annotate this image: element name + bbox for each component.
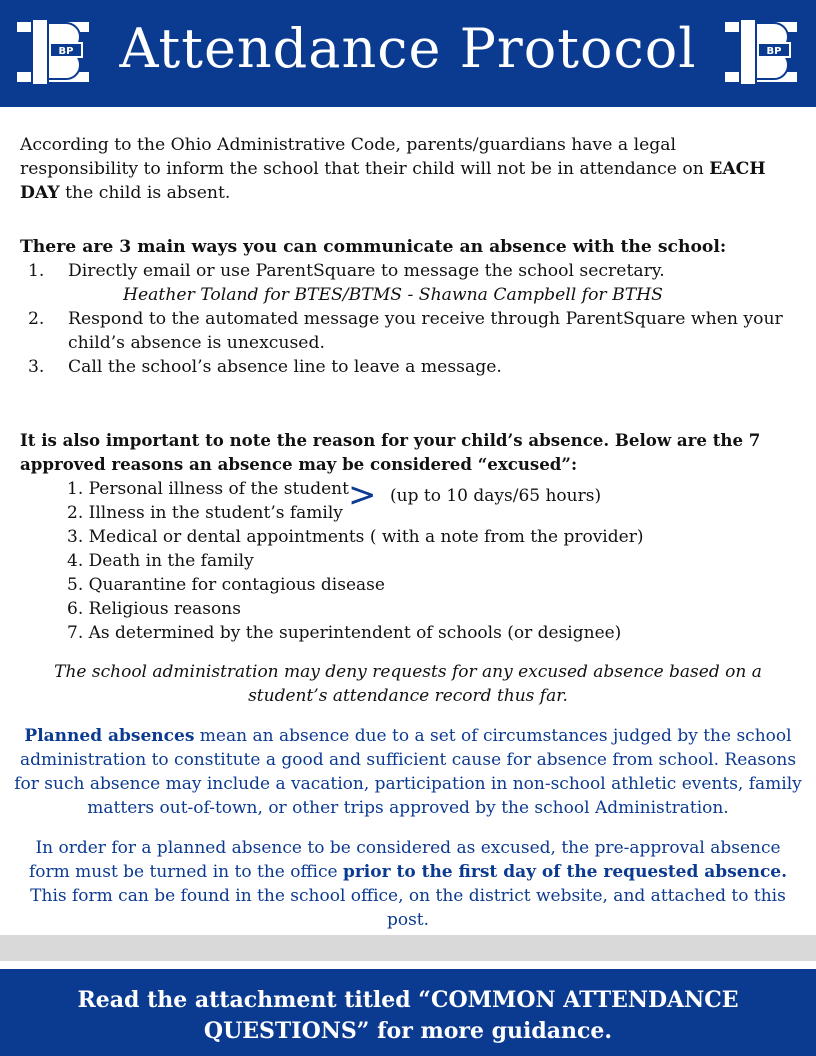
footer-text: Read the attachment titled “COMMON ATTENDANCE QUESTIONS” for more guidance. bbox=[77, 987, 739, 1044]
secretary-names: Heather Toland for BTES/BTMS - Shawna Campbell for BTHS bbox=[123, 285, 663, 305]
illness-limit-note: (up to 10 days/65 hours) bbox=[390, 486, 602, 506]
reasons-heading: It is also important to note the reason for your child’s absence. Below are the 7 approved reasons an absence may be considered “excused”: bbox=[20, 430, 761, 474]
list-item: 4. Death in the family bbox=[67, 551, 254, 571]
ways-heading: There are 3 main ways you can communicate an absence with the school: bbox=[20, 237, 727, 257]
preapproval-paragraph: In order for a planned absence to be considered as excused, the pre-approval absence form must be turned in to the office prior to the first day of the requested absence. This form can be found in the school office, on the district website, and attached to this post. bbox=[28, 838, 788, 930]
list-item: 5. Quarantine for contagious disease bbox=[67, 575, 385, 595]
intro-paragraph bbox=[20, 133, 796, 205]
list-item: 2. Illness in the student’s family bbox=[67, 503, 343, 523]
header-banner bbox=[0, 0, 816, 107]
ways-list bbox=[20, 259, 796, 379]
page-title: Attendance Protocol bbox=[119, 17, 697, 80]
svg-text:BP: BP bbox=[766, 46, 782, 57]
bp-logo-icon bbox=[722, 15, 800, 89]
intro-emphasis: EACH DAY bbox=[20, 159, 766, 203]
list-item: 3. Call the school’s absence line to leave a message. bbox=[28, 357, 502, 377]
planned-emphasis: Planned absences bbox=[24, 726, 195, 746]
list-item: 3. Medical or dental appointments ( with a note from the provider) bbox=[67, 527, 644, 547]
svg-text:BP: BP bbox=[58, 46, 74, 57]
bracket-icon: > bbox=[348, 475, 377, 515]
preapproval-emphasis: prior to the first day of the requested absence. bbox=[342, 862, 788, 882]
planned-absence-paragraph: Planned absences mean an absence due to a set of circumstances judged by the school administration to constitute a good and sufficient cause for absence from school. Reasons for such absence may include a vacation, participation in non-school athletic events, family matters out-of-town, or other trips approved by the school Administration. bbox=[14, 726, 802, 818]
deny-note: The school administration may deny requests for any excused absence based on a student’s attendance record thus far. bbox=[54, 662, 762, 706]
intro-text: According to the Ohio Administrative Code, parents/guardians have a legal responsibility to inform the school that their child will not be in attendance on bbox=[20, 135, 710, 179]
list-item: 1. Directly email or use ParentSquare to message the school secretary. bbox=[28, 261, 665, 281]
footer-banner bbox=[0, 969, 816, 1056]
list-item: 2. Respond to the automated message you receive through ParentSquare when your child’s absence is unexcused. bbox=[28, 309, 783, 353]
divider-bar bbox=[0, 935, 816, 961]
list-item: 6. Religious reasons bbox=[67, 599, 241, 619]
list-item: 1. Personal illness of the student bbox=[67, 479, 349, 499]
intro-text-end: the child is absent. bbox=[59, 183, 231, 203]
list-item: 7. As determined by the superintendent of schools (or designee) bbox=[67, 623, 622, 643]
